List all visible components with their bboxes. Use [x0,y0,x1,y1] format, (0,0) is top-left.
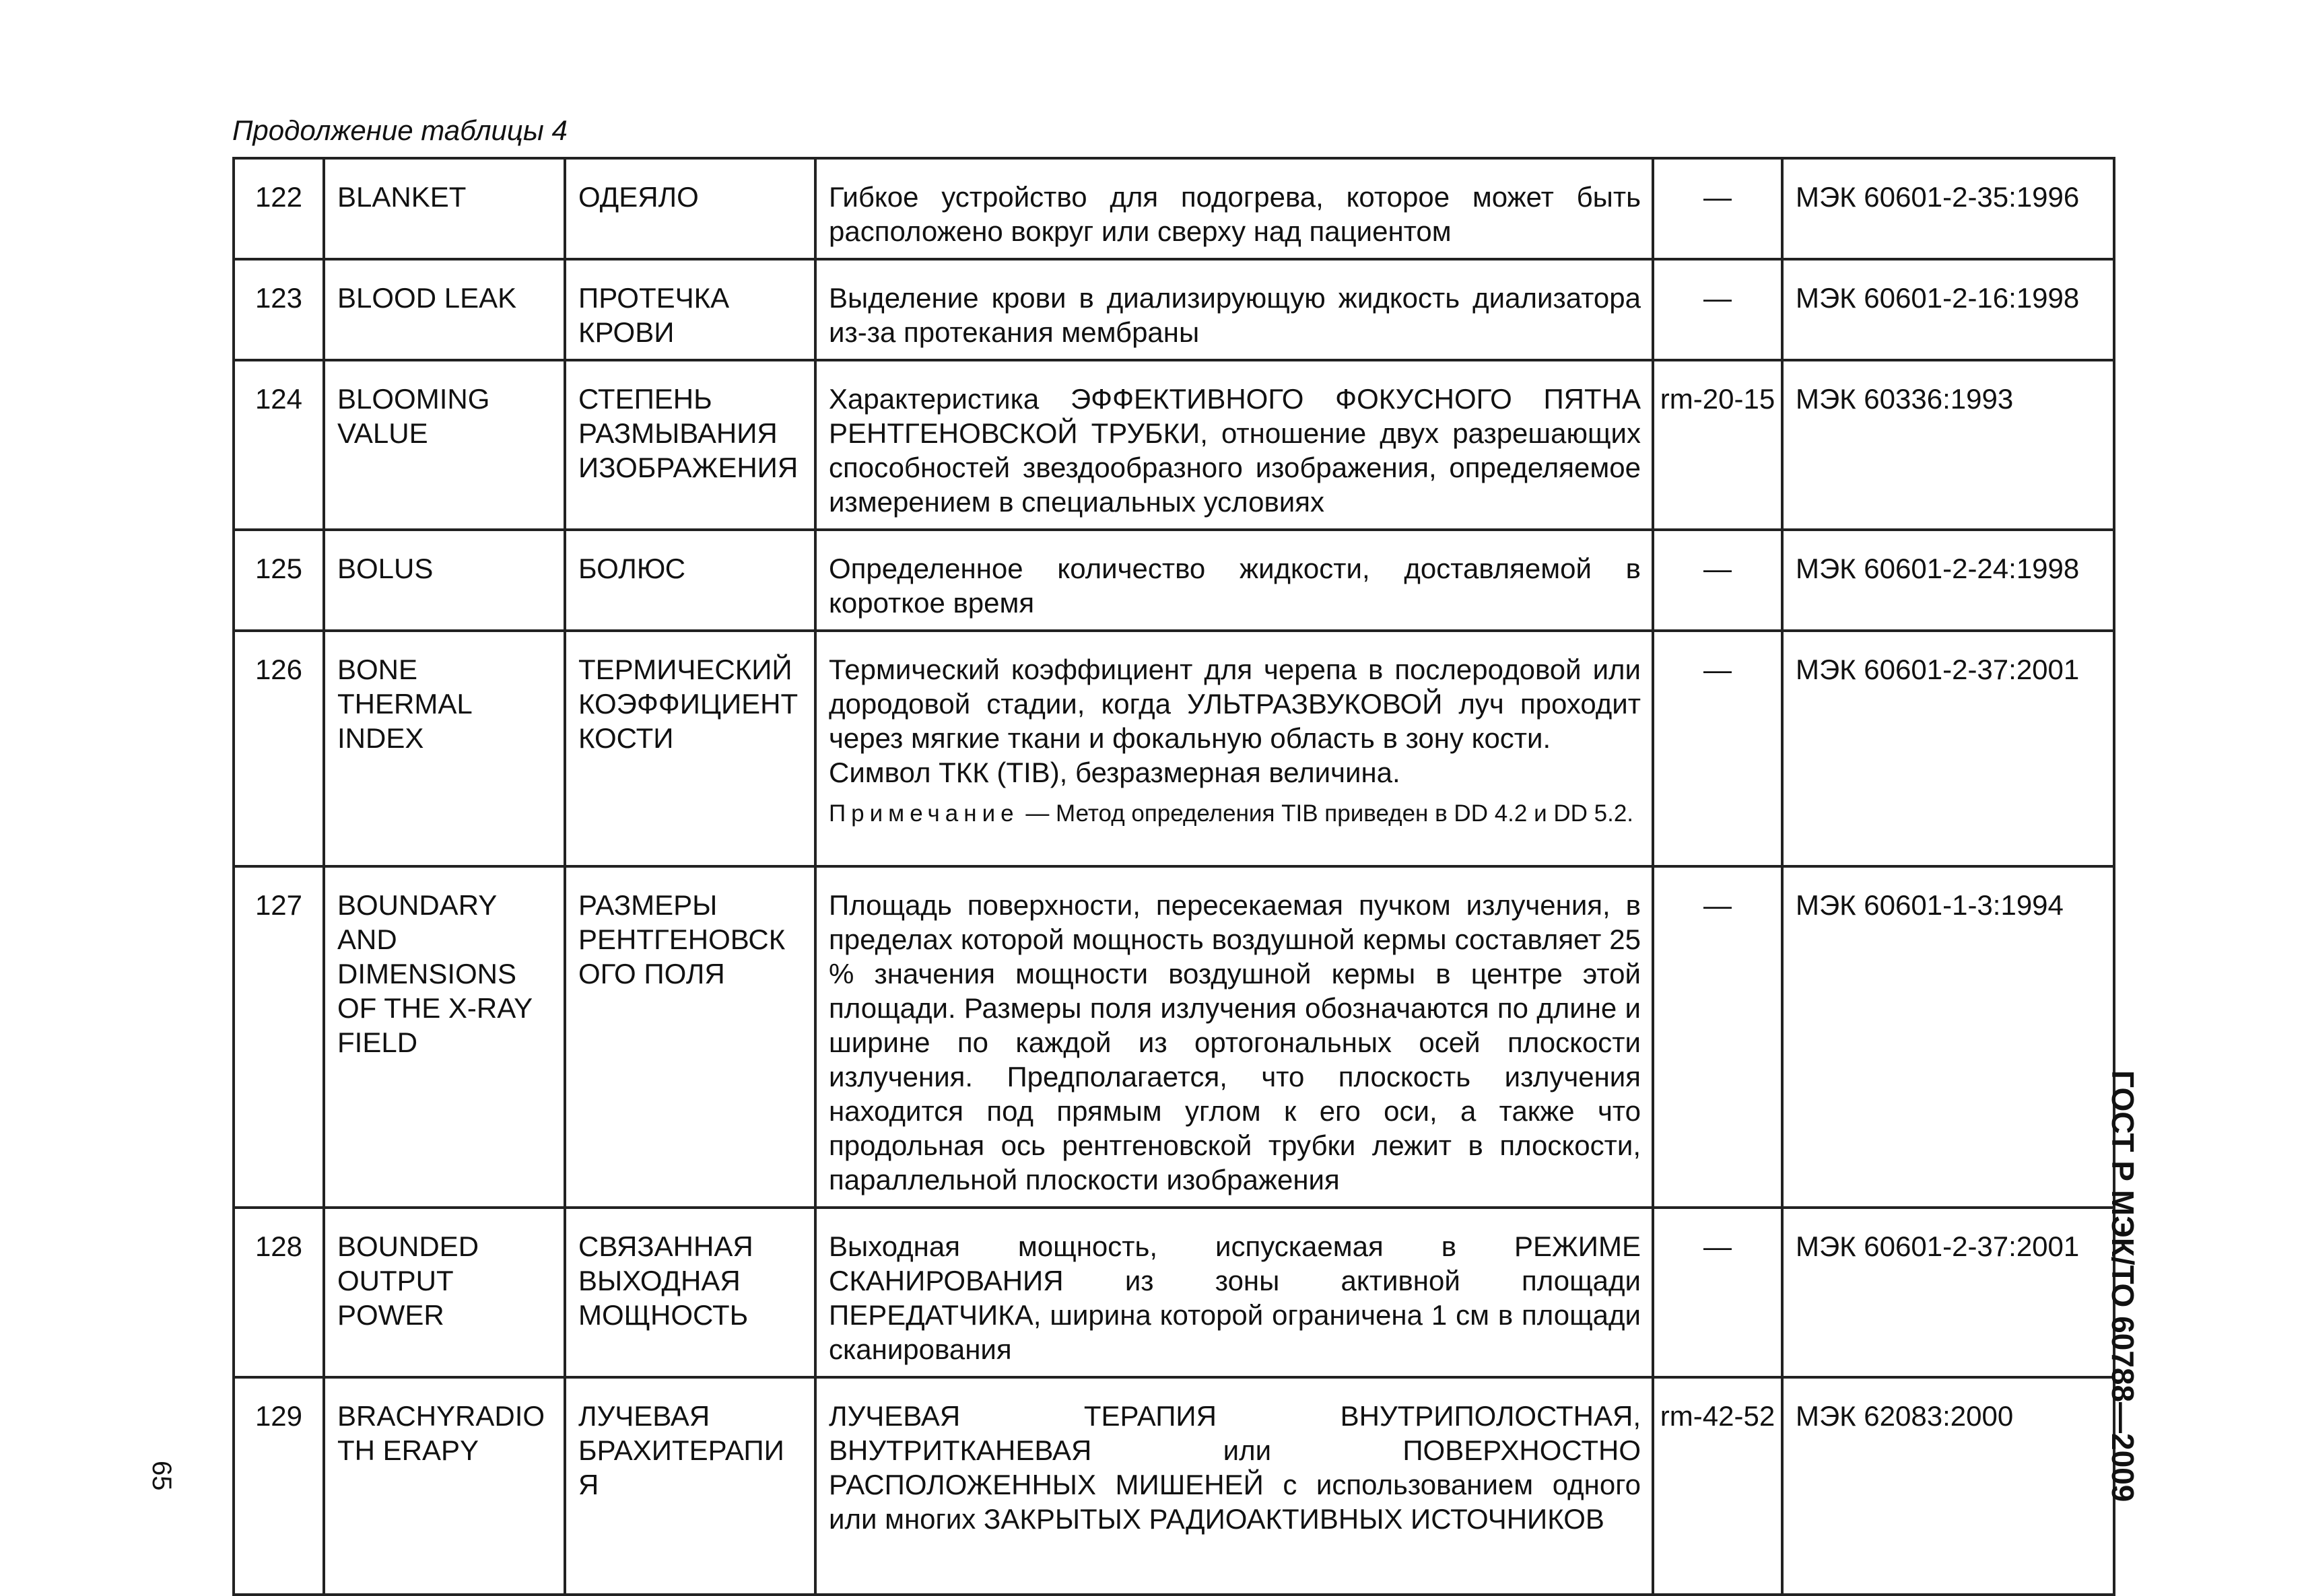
table-row [234,259,2114,360]
english-term-cell-text: BOUNDARY AND DIMENSIONS OF THE X-RAY FIELD [337,889,533,1058]
russian-term-cell [565,1377,815,1595]
term-number-cell [234,1377,324,1595]
russian-term-cell-text: ПРОТЕЧКА КРОВИ [578,282,730,348]
english-term-cell-text: BLOOD LEAK [337,282,517,314]
standard-cell-text: МЭК 60336:1993 [1796,383,2014,415]
term-number-cell-text: 125 [255,553,303,584]
russian-term-cell [565,158,815,259]
english-term-cell-text: BONE THERMAL INDEX [337,654,472,754]
standard-cell [1782,1208,2114,1377]
russian-term-cell-text: СТЕПЕНЬ РАЗМЫВАНИЯ ИЗОБРАЖЕНИЯ [578,383,799,483]
english-term-cell [324,1208,565,1377]
definition-cell-text: Площадь поверхности, пересекаемая пучком излучения, в пределах которой мощность воздушной кермы составляет 25 % значения мощности воздушной кермы в центре этой площади. Размеры поля излучения обозначаются по длине и ширине по каждой из ортогональных осей плоскости излучения. Предполагается, что плоскость излучения находится под прямым углом к его оси, а также что продольная ось рентгеновской трубки лежит в плоскости, параллельной плоскости изображения [829,889,1641,1195]
term-number-cell-text: 124 [255,383,303,415]
reference-code-cell [1653,1377,1782,1595]
english-term-cell [324,158,565,259]
definition-cell [815,259,1653,360]
term-number-cell [234,866,324,1208]
table-row [234,1377,2114,1595]
reference-code-cell [1653,631,1782,866]
document-title: ГОСТ Р МЭК/ТО 60788—2009 [2105,1070,2140,1502]
english-term-cell [324,259,565,360]
term-number-cell-text: 127 [255,889,303,921]
definition-cell [815,530,1653,631]
table-row [234,360,2114,530]
term-number-cell-text: 122 [255,181,303,213]
definition-cell-text: Выходная мощность, испускаемая в РЕЖИМЕ СКАНИРОВАНИЯ из зоны активной площади ПЕРЕДАТЧИКА, ширина которой ограничена 1 см в площади сканирования [829,1230,1641,1365]
english-term-cell [324,1377,565,1595]
english-term-cell-text: BOLUS [337,553,434,584]
reference-code-cell [1653,158,1782,259]
russian-term-cell-text: ЛУЧЕВАЯ БРАХИТЕРАПИЯ [578,1400,784,1500]
table-row [234,1208,2114,1377]
russian-term-cell [565,631,815,866]
term-number-cell [234,360,324,530]
standard-cell [1782,1377,2114,1595]
definition-cell-text: Выделение крови в диализирующую жидкость диализатора из-за протекания мембраны [829,282,1641,348]
english-term-cell [324,530,565,631]
table-row [234,631,2114,866]
definition-cell-text: Гибкое устройство для подогрева, которое может быть расположено вокруг или сверху над пациентом [829,181,1641,247]
russian-term-cell-text: ТЕРМИЧЕСКИЙ КОЭФФИЦИЕНТ КОСТИ [578,654,799,754]
term-number-cell [234,259,324,360]
reference-code-cell-text: — [1703,181,1732,213]
definition-cell [815,631,1653,866]
russian-term-cell-text: ОДЕЯЛО [578,181,699,213]
reference-code-cell [1653,866,1782,1208]
term-number-cell [234,1208,324,1377]
standard-cell-text: МЭК 60601-2-37:2001 [1796,654,2080,685]
standard-cell-text: МЭК 62083:2000 [1796,1400,2014,1432]
reference-code-cell-text: — [1703,889,1732,921]
definition-cell-text: Термический коэффициент для черепа в послеродовой или дородовой стадии, когда УЛЬТРАЗВУКОВОЙ луч проходит через мягкие ткани и фокальную область в зону кости. [829,654,1641,754]
reference-code-cell [1653,530,1782,631]
term-number-cell-text: 123 [255,282,303,314]
russian-term-cell-text: РАЗМЕРЫ РЕНТГЕНОВСКОГО ПОЛЯ [578,889,786,990]
english-term-cell-text: BLOOMING VALUE [337,383,490,449]
term-number-cell-text: 129 [255,1400,303,1432]
standard-cell-text: МЭК 60601-2-24:1998 [1796,553,2080,584]
reference-code-cell [1653,360,1782,530]
standard-cell [1782,360,2114,530]
standard-cell-text: МЭК 60601-2-37:2001 [1796,1230,2080,1262]
table-row [234,530,2114,631]
reference-code-cell-text: — [1703,654,1732,685]
russian-term-cell [565,360,815,530]
english-term-cell [324,360,565,530]
reference-code-cell-text: rm-20-15 [1660,383,1775,415]
definition-cell [815,360,1653,530]
reference-code-cell-text: — [1703,1230,1732,1262]
note-text: — Метод определения TIB приведен в DD 4.2 и DD 5.2. [1019,800,1634,827]
english-term-cell [324,866,565,1208]
english-term-cell-text: BRACHYRADIOTH ERAPY [337,1400,545,1466]
russian-term-cell [565,259,815,360]
english-term-cell [324,631,565,866]
russian-term-cell [565,866,815,1208]
standard-cell [1782,530,2114,631]
reference-code-cell [1653,1208,1782,1377]
definition-cell [815,1208,1653,1377]
definition-cell-text: ЛУЧЕВАЯ ТЕРАПИЯ ВНУТРИПОЛОСТНАЯ, ВНУТРИТКАНЕВАЯ или ПОВЕРХНОСТНО РАСПОЛОЖЕННЫХ МИШЕНЕЙ с использованием одного или многих ЗАКРЫТЫХ РАДИОАКТИВНЫХ ИСТОЧНИКОВ [829,1400,1641,1535]
russian-term-cell-text: СВЯЗАННАЯ ВЫХОДНАЯ МОЩНОСТЬ [578,1230,753,1331]
term-number-cell [234,530,324,631]
russian-term-cell-text: БОЛЮС [578,553,686,584]
reference-code-cell-text: rm-42-52 [1660,1400,1775,1432]
standard-cell [1782,259,2114,360]
table-caption: Продолжение таблицы 4 [232,114,568,146]
reference-code-cell-text: — [1703,553,1732,584]
standard-cell-text: МЭК 60601-2-16:1998 [1796,282,2080,314]
standard-cell-text: МЭК 60601-2-35:1996 [1796,181,2080,213]
standard-cell [1782,158,2114,259]
term-number-cell [234,158,324,259]
definition-cell-text: Определенное количество жидкости, доставляемой в короткое время [829,553,1641,619]
definition-symbol-text: Символ ТКК (TIB), безразмерная величина. [829,757,1400,788]
terms-table [232,157,2115,1596]
definition-cell [815,866,1653,1208]
definition-cell [815,1377,1653,1595]
table-row [234,866,2114,1208]
russian-term-cell [565,530,815,631]
russian-term-cell [565,1208,815,1377]
table-row [234,158,2114,259]
term-number-cell [234,631,324,866]
reference-code-cell-text: — [1703,282,1732,314]
term-number-cell-text: 126 [255,654,303,685]
english-term-cell-text: BOUNDED OUTPUT POWER [337,1230,479,1331]
standard-cell-text: МЭК 60601-1-3:1994 [1796,889,2064,921]
reference-code-cell [1653,259,1782,360]
standard-cell [1782,866,2114,1208]
english-term-cell-text: BLANKET [337,181,467,213]
definition-cell-text: Характеристика ЭФФЕКТИВНОГО ФОКУСНОГО ПЯТНА РЕНТГЕНОВСКОЙ ТРУБКИ, отношение двух разрешающих способностей звездообразного изображения, определяемое измерением в специальных условиях [829,383,1641,518]
page-number: 65 [147,1461,176,1491]
note-label: Примечание [829,800,1019,827]
term-number-cell-text: 128 [255,1230,303,1262]
definition-note [829,799,1641,829]
standard-cell [1782,631,2114,866]
definition-cell [815,158,1653,259]
